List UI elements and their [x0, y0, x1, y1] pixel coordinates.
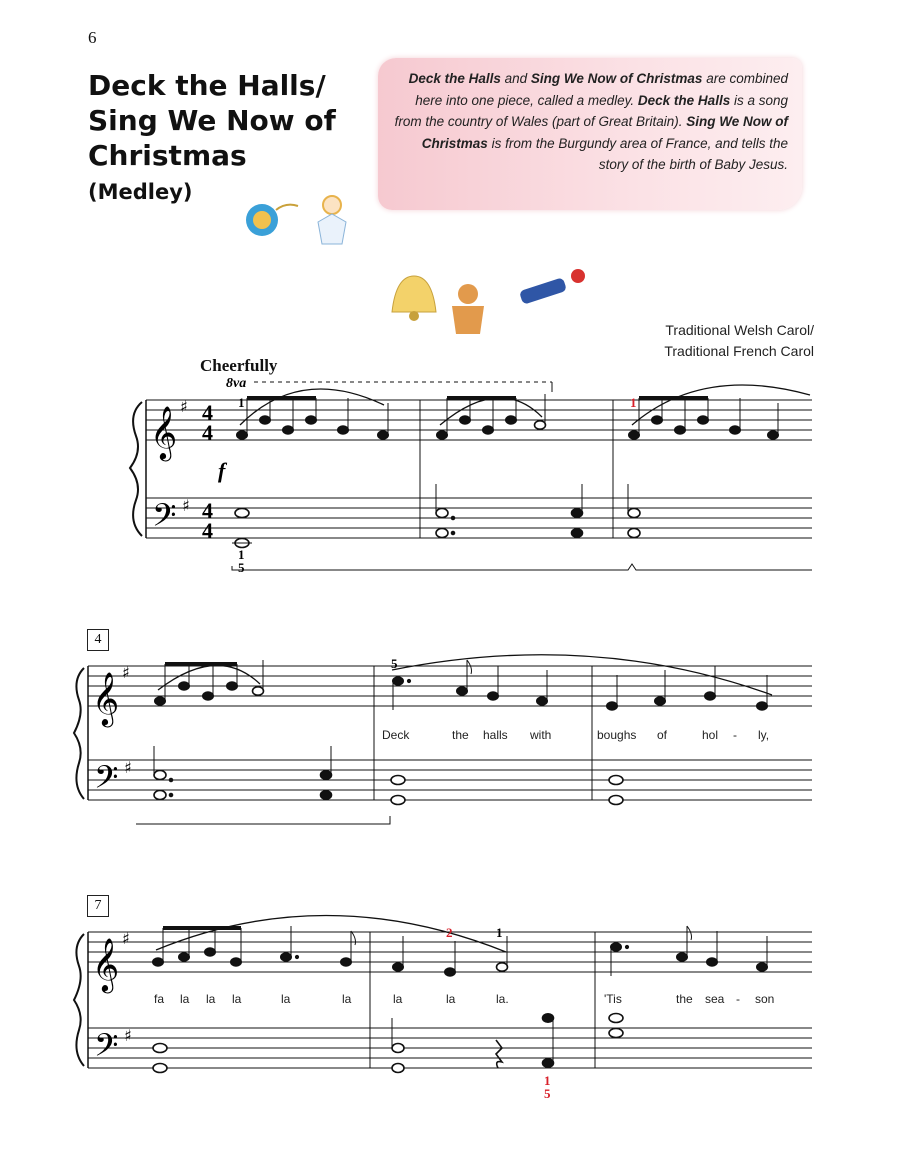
lyric-syllable: boughs: [597, 728, 637, 742]
lyric-syllable: hol: [702, 728, 719, 742]
fingering-rh-m5: 5: [391, 656, 398, 671]
time-sig-top: 4: [202, 498, 213, 523]
credit-line-1: Traditional Welsh Carol/: [665, 322, 814, 338]
fingering-lh-m8-bottom: 5: [544, 1086, 551, 1101]
system-2-lyrics: [382, 728, 769, 742]
lyric-syllable: son: [755, 992, 775, 1006]
lyric-syllable: fa: [154, 992, 165, 1006]
bass-staff-1: [146, 498, 812, 538]
key-signature-sharp: ♯: [124, 1026, 132, 1045]
bass-clef-icon: 𝄢: [94, 759, 119, 803]
fingering-rh-m3: 1: [630, 395, 637, 410]
measure-3-rh-notes: [629, 385, 811, 439]
time-sig-bottom: 4: [202, 420, 213, 445]
lyric-syllable: the: [676, 992, 693, 1006]
key-signature-sharp: ♯: [124, 758, 132, 777]
measure-5-6-rh-notes: [392, 655, 772, 710]
lyric-syllable: la: [446, 992, 456, 1006]
pedal-line: [136, 816, 390, 824]
bass-staff-3: [88, 1028, 812, 1068]
measure-8-rh-notes: [156, 915, 508, 976]
lyric-syllable: with: [530, 728, 552, 742]
fingering-rh-m1: 1: [238, 395, 245, 410]
lyric-syllable: la: [232, 992, 242, 1006]
treble-clef-icon: 𝄞: [150, 405, 178, 459]
fingering-rh-m8-a: 2: [446, 925, 453, 940]
lyric-syllable: 'Tis: [604, 992, 622, 1006]
treble-staff-2: [88, 666, 812, 706]
treble-clef-icon: 𝄞: [92, 671, 120, 725]
measure-1-rh-notes: [237, 389, 389, 439]
key-signature-sharp: ♯: [122, 929, 130, 948]
lyric-syllable: sea: [705, 992, 725, 1006]
system-3-lyrics: [154, 992, 774, 1006]
title-line-2: Sing We Now of: [88, 104, 336, 137]
lyric-syllable: la: [206, 992, 216, 1006]
ottava-marking: 8va: [226, 376, 247, 391]
measure-4-rh-notes: [155, 660, 264, 705]
key-signature-sharp: ♯: [122, 663, 130, 682]
system-2-lh-notes: [154, 746, 623, 805]
lyric-syllable: la: [281, 992, 291, 1006]
title-line-1: Deck the Halls/: [88, 69, 326, 102]
key-signature-sharp: ♯: [180, 397, 188, 416]
pedal-line: [232, 564, 812, 570]
lyric-syllable: Deck: [382, 728, 410, 742]
measure-2-rh-notes: [437, 394, 546, 439]
lyric-syllable: ly,: [758, 728, 770, 742]
bass-clef-icon: 𝄢: [152, 497, 177, 541]
lyric-syllable: -: [733, 728, 737, 742]
tempo-marking: Cheerfully: [200, 356, 278, 375]
lyric-syllable: la: [393, 992, 403, 1006]
lyric-syllable: la: [342, 992, 352, 1006]
fingering-rh-m8-b: 1: [496, 925, 503, 940]
bass-staff-2: [88, 760, 812, 800]
lyric-syllable: halls: [483, 728, 508, 742]
dynamic-forte: f: [218, 458, 226, 483]
fingering-lh-m1-bottom: 5: [238, 560, 245, 575]
lyric-syllable: la.: [496, 992, 509, 1006]
treble-clef-icon: 𝄞: [92, 937, 120, 991]
system-1: [130, 400, 812, 538]
measure-number-4: 4: [87, 629, 109, 651]
system-3-lh-notes: [153, 1014, 623, 1073]
lyric-syllable: -: [736, 992, 740, 1006]
lyric-syllable: la: [180, 992, 190, 1006]
bass-clef-icon: 𝄢: [94, 1027, 119, 1071]
lyric-syllable: the: [452, 728, 469, 742]
key-signature-sharp: ♯: [182, 496, 190, 515]
time-sig-bottom: 4: [202, 518, 213, 543]
fingering-lh-m1-top: 1: [238, 547, 245, 562]
time-sig-top: 4: [202, 400, 213, 425]
measure-9-rh-notes: [611, 926, 768, 976]
measure-number-7: 7: [87, 895, 109, 917]
page-number: 6: [88, 28, 97, 47]
song-subtitle: (Medley): [88, 180, 193, 204]
fingering-lh-m8-top: 1: [544, 1073, 551, 1088]
lyric-syllable: of: [657, 728, 668, 742]
info-note-text: Deck the Halls and Sing We Now of Christmas are combined here into one piece, called a medley. Deck the Halls is a song from the country of Wales (part of Great Britain). Sing We Now of Christmas is from the Burgundy area of France, and tells the story of the birth of Baby Jesus.: [394, 71, 788, 172]
title-line-3: Christmas: [88, 139, 247, 172]
credit-line-2: Traditional French Carol: [664, 343, 814, 359]
